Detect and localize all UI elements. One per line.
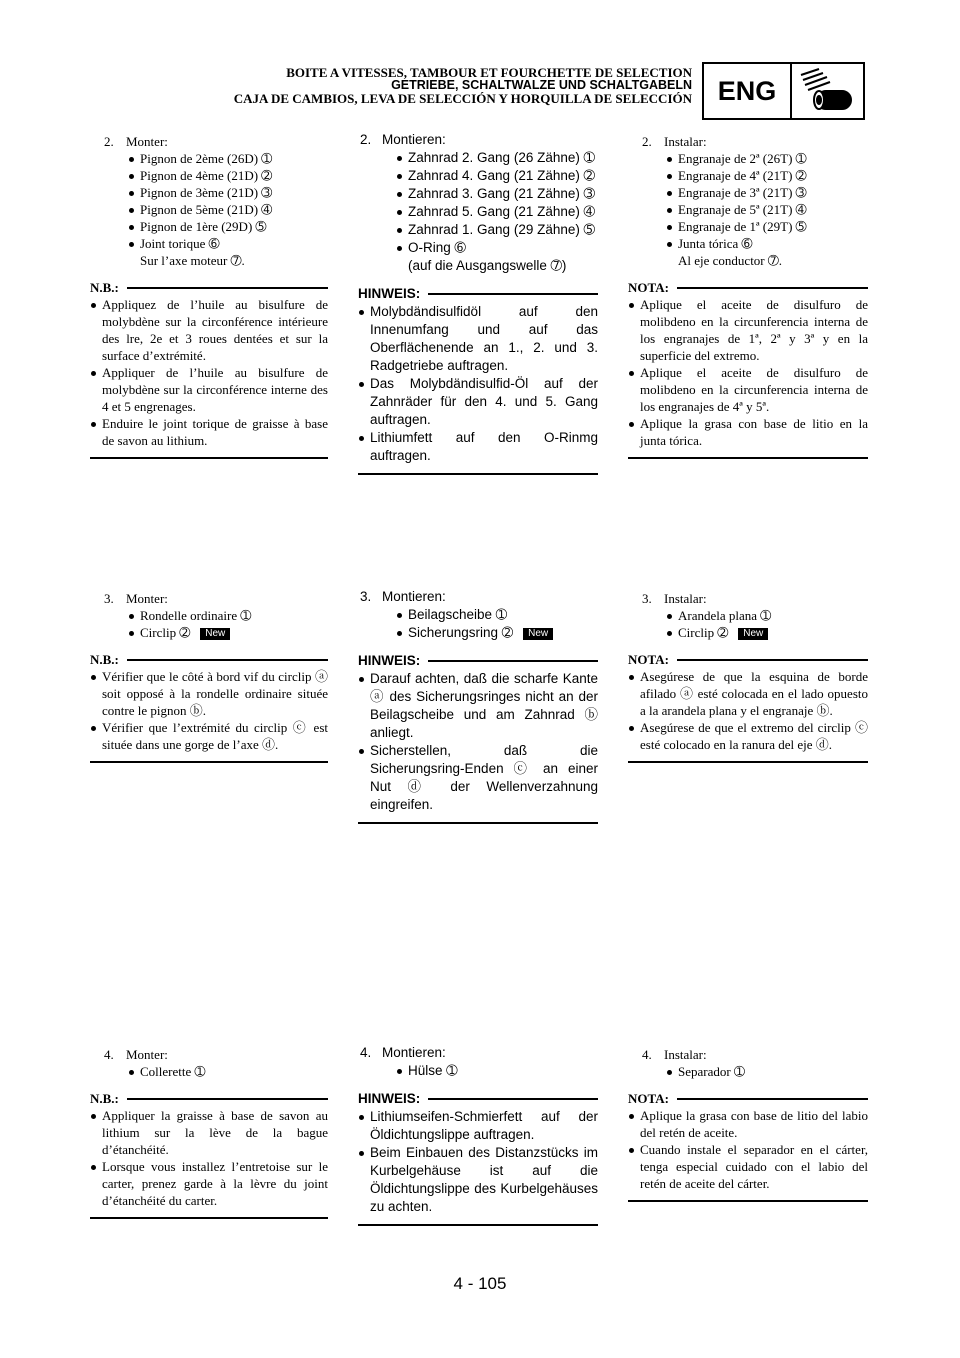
header-title-es: CAJA DE CAMBIOS, LEVA DE SELECCIÓN Y HORQUILLA DE SELECCIÓN xyxy=(233,91,692,106)
column-es xyxy=(628,133,868,459)
badge-label: ENG xyxy=(704,64,792,118)
header-title-de: GETRIEBE, SCHALTWALZE UND SCHALTGABELN xyxy=(391,78,692,92)
step-label: Monter: xyxy=(126,134,168,149)
note-item: Appliquez de l’huile au bisulfure de molybdène sur la circonférence intérieure des lre, 2e et 3 roues dentées et sur la surface d’extrémité. xyxy=(90,296,328,364)
list-item: Rondelle ordinaire ➀ xyxy=(90,607,328,624)
list-item: Zahnrad 4. Gang (21 Zähne) ➁ xyxy=(358,167,598,185)
column-de-3 xyxy=(358,588,598,824)
column-fr-3 xyxy=(90,590,328,763)
note-item: Beim Einbauen des Distanzstücks im Kurbelgehäuse ist auf die Öldichtungslippe des Kurbelgehäuses zu achten. xyxy=(358,1144,598,1216)
header-title-fr: BOITE A VITESSES, TAMBOUR ET FOURCHETTE DE SELECTION xyxy=(286,65,692,80)
list-item: Pignon de 4ème (21D) ➁ xyxy=(90,167,328,184)
step-number: 4. xyxy=(360,1045,372,1060)
note-item: Das Molybdändisulfid-Öl auf der Zahnräder für den 4. und 5. Gang auftragen. xyxy=(358,375,598,429)
list-item: Circlip ➁ New xyxy=(90,624,328,641)
list-item: Zahnrad 1. Gang (29 Zähne) ➄ xyxy=(358,221,598,239)
divider xyxy=(90,457,328,459)
note-heading: NOTA: xyxy=(628,651,868,668)
note-item: Aplique la grasa con base de litio del labio del retén de aceite. xyxy=(628,1107,868,1141)
list-item: Junta tórica ➅ xyxy=(628,235,868,252)
list-item: Collerette ➀ xyxy=(90,1063,328,1080)
divider xyxy=(358,822,598,824)
note-heading: N.B.: xyxy=(90,279,328,296)
list-item: Engranaje de 1ª (29T) ➄ xyxy=(628,218,868,235)
list-item: Circlip ➁ New xyxy=(628,624,868,641)
fr-step-2 xyxy=(90,133,328,459)
new-part-badge: New xyxy=(200,628,230,640)
note-item: Vérifier que le côté à bord vif du circlip ⓐ soit opposé à la rondelle ordinaire située contre le pignon ⓑ. xyxy=(90,668,328,719)
note-heading: HINWEIS: xyxy=(358,652,598,670)
list-sub-text: (auf die Ausgangswelle ➆) xyxy=(408,258,567,273)
step-label: Monter: xyxy=(126,591,168,606)
list-item: Hülse ➀ xyxy=(358,1062,598,1080)
list-item: Zahnrad 3. Gang (21 Zähne) ➂ xyxy=(358,185,598,203)
list-item: Separador ➀ xyxy=(628,1063,868,1080)
list-sub-text: Al eje conductor ➆. xyxy=(678,253,783,268)
divider xyxy=(90,1217,328,1219)
new-part-badge: New xyxy=(738,628,768,640)
step-number: 2. xyxy=(360,132,372,147)
column-es-4 xyxy=(628,1046,868,1202)
note-heading: HINWEIS: xyxy=(358,1090,598,1108)
step-label: Instalar: xyxy=(664,1047,707,1062)
step-label: Montieren: xyxy=(382,1045,446,1060)
step-label: Montieren: xyxy=(382,132,446,147)
column-es-3 xyxy=(628,590,868,763)
step-label: Instalar: xyxy=(664,134,707,149)
list-item: Engranaje de 3ª (21T) ➂ xyxy=(628,184,868,201)
note-item: Lithiumfett auf den O-Rinmg auftragen. xyxy=(358,429,598,465)
note-item: Sicherstellen, daß die Sicherungsring-Enden ⓒ an einer Nut ⓓ der Wellenverzahnung eingreifen. xyxy=(358,742,598,814)
note-item: Aplique el aceite de disulfuro de molibdeno en la circunferencia interna de los engranajes de 4ª y 5ª. xyxy=(628,364,868,415)
note-item: Asegúrese de que la esquina de borde afilado ⓐ esté colocada en el lado opuesto a la arandela plana y el engranaje ⓑ. xyxy=(628,668,868,719)
step-number: 4. xyxy=(104,1047,114,1062)
step-number: 2. xyxy=(642,134,652,149)
note-heading: HINWEIS: xyxy=(358,285,598,303)
step-number: 3. xyxy=(642,591,652,606)
list-item: Joint torique ➅ xyxy=(90,235,328,252)
new-part-badge: New xyxy=(523,628,553,640)
column-de-4 xyxy=(358,1044,598,1226)
list-item: Engranaje de 2ª (26T) ➀ xyxy=(628,150,868,167)
list-item: Zahnrad 5. Gang (21 Zähne) ➃ xyxy=(358,203,598,221)
note-item: Lorsque vous installez l’entretoise sur le carter, prenez garde à la lèvre du joint d’étanchéité du carter. xyxy=(90,1158,328,1209)
step-label: Montieren: xyxy=(382,589,446,604)
note-item: Darauf achten, daß die scharfe Kante ⓐ des Sicherungsringes nicht an der Beilagscheibe und am Zahnrad ⓑ anliegt. xyxy=(358,670,598,742)
note-item: Lithiumseifen-Schmierfett auf der Öldichtungslippe auftragen. xyxy=(358,1108,598,1144)
list-item: Pignon de 3ème (21D) ➂ xyxy=(90,184,328,201)
list-item: Pignon de 2ème (26D) ➀ xyxy=(90,150,328,167)
column-de xyxy=(358,131,598,475)
step-label: Monter: xyxy=(126,1047,168,1062)
list-item: Arandela plana ➀ xyxy=(628,607,868,624)
divider xyxy=(628,761,868,763)
list-sub-text: Sur l’axe moteur ➆. xyxy=(140,253,245,268)
note-item: Appliquer la graisse à base de savon au lithium sur la lève de la bague d’étanchéité. xyxy=(90,1107,328,1158)
step-number: 2. xyxy=(104,134,114,149)
list-item: Zahnrad 2. Gang (26 Zähne) ➀ xyxy=(358,149,598,167)
list-item: Pignon de 1ère (29D) ➄ xyxy=(90,218,328,235)
divider xyxy=(628,457,868,459)
note-item: Asegúrese de que el extremo del circlip ⓒ esté colocado en la ranura del eje ⓓ. xyxy=(628,719,868,753)
page-header xyxy=(234,66,692,105)
section-badge xyxy=(702,62,865,120)
step-number: 3. xyxy=(360,589,372,604)
divider xyxy=(358,1224,598,1226)
note-item: Aplique la grasa con base de litio en la junta tórica. xyxy=(628,415,868,449)
list-item: Engranaje de 5ª (21T) ➃ xyxy=(628,201,868,218)
note-item: Appliquer de l’huile au bisulfure de molybdène sur la circonférence interne des 4 et 5 engrenages. xyxy=(90,364,328,415)
page-number: 4 - 105 xyxy=(453,1274,507,1293)
divider xyxy=(358,473,598,475)
note-heading: NOTA: xyxy=(628,1090,868,1107)
list-item: Pignon de 5ème (21D) ➃ xyxy=(90,201,328,218)
note-item: Cuando instale el separador en el cárter, tenga especial cuidado con el labio del retén de aceite del cárter. xyxy=(628,1141,868,1192)
divider xyxy=(90,761,328,763)
column-fr xyxy=(90,133,328,459)
column-fr-4 xyxy=(90,1046,328,1219)
step-number: 4. xyxy=(642,1047,652,1062)
note-item: Aplique el aceite de disulfuro de molibdeno en la circunferencia interna de los engranajes de 1ª, 2ª y 3ª y en la superficie del extremo. xyxy=(628,296,868,364)
step-number: 3. xyxy=(104,591,114,606)
note-item: Molybdändisulfidöl auf den Innenumfang und auf das Oberflächenende an 1., 2. und 3. Radgetriebe auftragen. xyxy=(358,303,598,375)
list-item: Engranaje de 4ª (21T) ➁ xyxy=(628,167,868,184)
list-item: O-Ring ➅ xyxy=(358,239,598,257)
note-heading: NOTA: xyxy=(628,279,868,296)
note-item: Enduire le joint torique de graisse à base de savon au lithium. xyxy=(90,415,328,449)
step-label: Instalar: xyxy=(664,591,707,606)
note-heading: N.B.: xyxy=(90,1090,328,1107)
divider xyxy=(628,1200,868,1202)
list-item: Sicherungsring ➁ New xyxy=(358,624,598,642)
engine-icon xyxy=(792,64,863,118)
note-item: Vérifier que l’extrémité du circlip ⓒ est située dans une gorge de l’axe ⓓ. xyxy=(90,719,328,753)
note-heading: N.B.: xyxy=(90,651,328,668)
list-item: Beilagscheibe ➀ xyxy=(358,606,598,624)
